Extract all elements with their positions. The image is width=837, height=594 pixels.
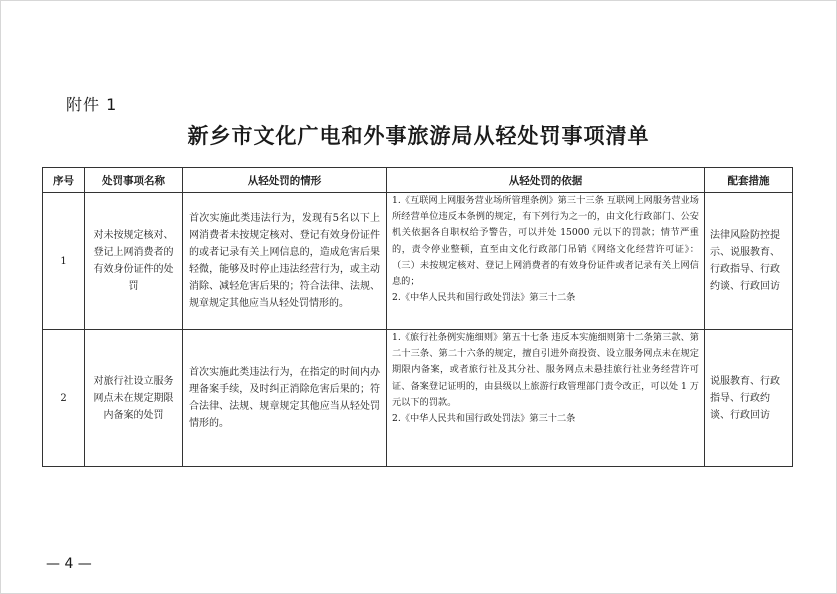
condition-text: 首次实施此类违法行为，在指定的时间内办理备案手续，及时纠正消除危害后果的；符合法律、法规、规章规定其他应当从轻处罚情形的。 [183,330,387,467]
penalty-items-table [42,167,793,467]
document-title: 新乡市文化广电和外事旅游局从轻处罚事项清单 [187,124,650,148]
row-number: 2 [43,330,85,467]
basis-cell [387,193,705,330]
table-header-row [43,168,793,193]
item-name: 对旅行社设立服务网点未在规定期限内备案的处罚 [85,330,183,467]
header-measures: 配套措施 [705,168,793,193]
header-basis: 从轻处罚的依据 [387,168,705,193]
basis-cell [387,330,705,467]
basis-clause-1: 1.《旅行社条例实施细则》第五十七条 违反本实施细则第十二条第三款、第二十三条、第二十六条的规定，擅自引进外商投资、设立服务网点未在规定期限内备案，或者旅行社及其分社、服务网点未悬挂旅行社业务经营许可证、备案登记证明的，由县级以上旅游行政管理部门责令改正，可以处 1 万元以下的罚款。 [392,332,699,408]
table-row [43,193,793,330]
table-row [43,330,793,467]
header-condition: 从轻处罚的情形 [183,168,387,193]
row-number: 1 [43,193,85,330]
header-no: 序号 [43,168,85,193]
header-item-name: 处罚事项名称 [85,168,183,193]
basis-clause-2: 2.《中华人民共和国行政处罚法》第三十二条 [392,413,576,425]
basis-clause-2: 2.《中华人民共和国行政处罚法》第三十二条 [392,292,576,304]
measures-text: 说服教育、行政指导、行政约谈、行政回访 [705,330,793,467]
page-number: — 4 — [46,556,92,572]
item-name: 对未按规定核对、登记上网消费者的有效身份证件的处罚 [85,193,183,330]
attachment-label: 附件 1 [66,95,118,114]
condition-text: 首次实施此类违法行为，发现有5名以下上网消费者未按规定核对、登记有效身份证件的或者记录有关上网信息的，造成危害后果轻微，能够及时停止违法经营行为，或主动消除、减轻危害后果的；符合法律、法规、规章规定其他应当从轻处罚情形的。 [183,193,387,330]
measures-text: 法律风险防控提示、说服教育、行政指导、行政约谈、行政回访 [705,193,793,330]
basis-clause-1: 1.《互联网上网服务营业场所管理条例》第三十三条 互联网上网服务营业场所经营单位违反本条例的规定，有下列行为之一的，由文化行政部门、公安机关依据各自职权给予警告，可以并处 15000 元以下的罚款；情节严重的，责令停业整顿，直至由文化行政部门吊销《网络文化经营许可证》：（三）未按规定核对、登记上网消费者的有效身份证件或者记录有关上网信息的； [392,195,699,288]
